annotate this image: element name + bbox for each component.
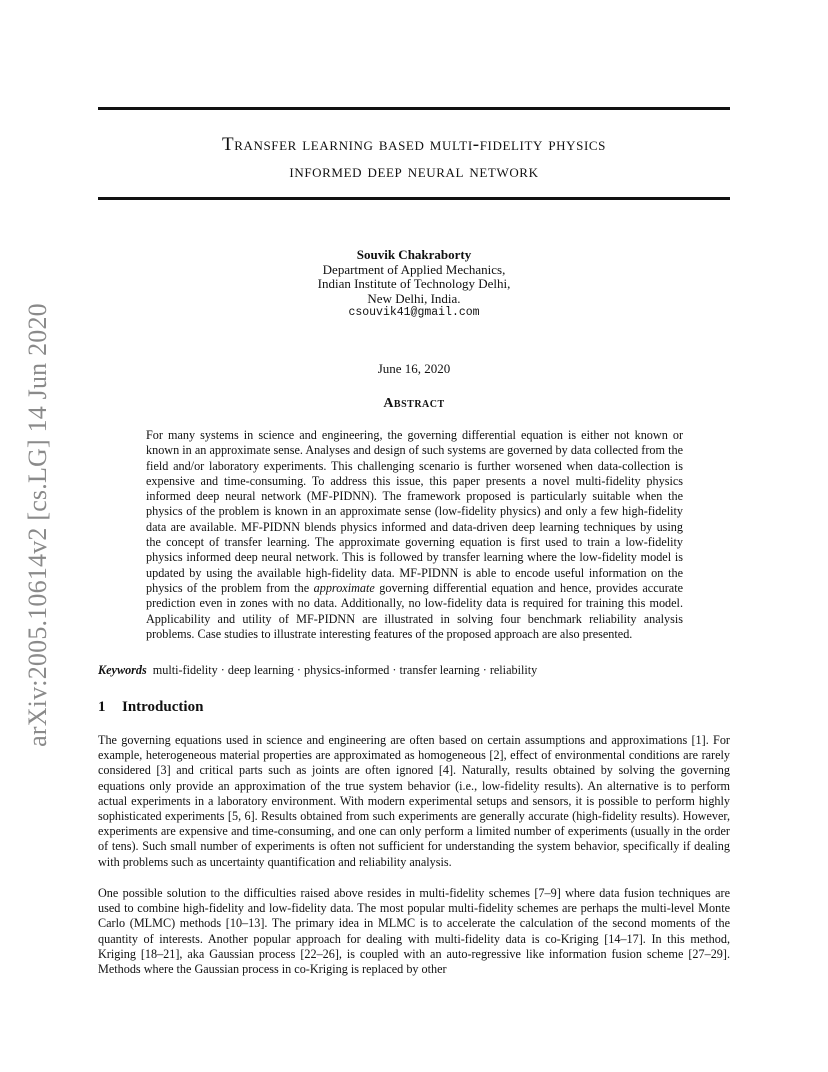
title-line-1: Transfer learning based multi-fidelity physics (221, 134, 607, 155)
title-top-rule (98, 107, 730, 110)
paper-date: June 16, 2020 (377, 361, 451, 376)
intro-paragraph-2: One possible solution to the difficulties raised above resides in multi-fidelity schemes [7–9] where data fusion techniques are used to combine high-fidelity and low-fidelity data. The most popular multi-fidelity schemes are perhaps the multi-level Monte Carlo (MLMC) methods [10–13]. The primary idea in MLMC is to accelerate the calculation of the second moments of the quantity of interests. Another popular approach for dealing with multi-fidelity data is co-Kriging [14–17]. In this method, Kriging [18–21], aka Gaussian process [22–26], is coupled with an auto-regressive like information fusion scheme [27–29]. Methods where the Gaussian process in co-Kriging is replaced by other (98, 886, 730, 977)
section-title: Introduction (122, 699, 204, 715)
author-affiliation-1: Department of Applied Mechanics, (322, 261, 506, 277)
paper-title (98, 131, 730, 185)
author-affiliation-2: Indian Institute of Technology Delhi, (317, 276, 511, 292)
author-block (98, 248, 730, 321)
title-line-2: informed deep neural network (289, 161, 539, 182)
abstract-emphasis: approximate (313, 580, 375, 595)
abstract-part-2: governing differential equation and hence, provides accurate prediction even in zones with no data. Additionally, no low-fidelity data is required for training this model. Applicability and utility of MF-PIDNN are illustrated in solving four benchmark reliability analysis problems. Case studies to illustrate interesting features of the proposed approach are also presented. (146, 580, 683, 641)
abstract-heading: Abstract (383, 396, 445, 411)
author-name: Souvik Chakraborty (356, 247, 472, 262)
keywords-list: multi-fidelity · deep learning · physics-informed · transfer learning · reliability (152, 663, 538, 677)
keywords-line (98, 663, 730, 678)
keywords-label: Keywords (98, 663, 147, 677)
intro-paragraph-1: The governing equations used in science and engineering are often based on certain assumptions and approximations [1]. For example, heterogeneous material properties are approximated as homogeneous [2], effect of environmental conditions are rarely considered [3] and critical parts such as joints are often ignored [4]. Naturally, results obtained by solving the governing equations only provide an approximation of the true system behavior (i.e., low-fidelity results). An alternative is to perform actual experiments in a laboratory environment. With modern experimental setups and sensors, it is possible to perform highly sophisticated experiments [5, 6]. Results obtained from such experiments are generally accurate (high-fidelity results). However, experiments are expensive and time-consuming, and one can only perform a limited number of experiments (usually in the order of tens). Such small number of experiments is often not sufficient for understanding the system behavior, specifically if dealing with problems such as uncertainty quantification and reliability analysis. (98, 733, 730, 869)
title-bottom-rule (98, 197, 730, 200)
author-email[interactable]: csouvik41@gmail.com (348, 306, 480, 320)
author-affiliation-3: New Delhi, India. (367, 290, 461, 306)
arxiv-side-label (18, 290, 58, 760)
abstract-text (146, 428, 683, 642)
section-number: 1 (98, 699, 106, 715)
section-heading-introduction (98, 699, 203, 716)
arxiv-identifier: arXiv:2005.10614v2 [cs.LG] 14 Jun 2020 (23, 303, 52, 747)
abstract-part-1: For many systems in science and engineering, the governing differential equation is either not known or known in an approximate sense. Analyses and design of such systems are governed by data collected from the field and/or laboratory experiments. This challenging scenario is further worsened when data-collection is expensive and time-consuming. To address this issue, this paper presents a novel multi-fidelity physics informed deep neural network (MF-PIDNN). The framework proposed is particularly suitable when the physics of the problem is known in an approximate sense (low-fidelity physics) and only a few high-fidelity data are available. MF-PIDNN blends physics informed and data-driven deep learning techniques by using the concept of transfer learning. The approximate governing equation is first used to train a low-fidelity physics informed deep neural network. This is followed by transfer learning where the low-fidelity model is updated by using the available high-fidelity data. MF-PIDNN is able to encode useful information on the physics of the problem from the (146, 428, 683, 595)
